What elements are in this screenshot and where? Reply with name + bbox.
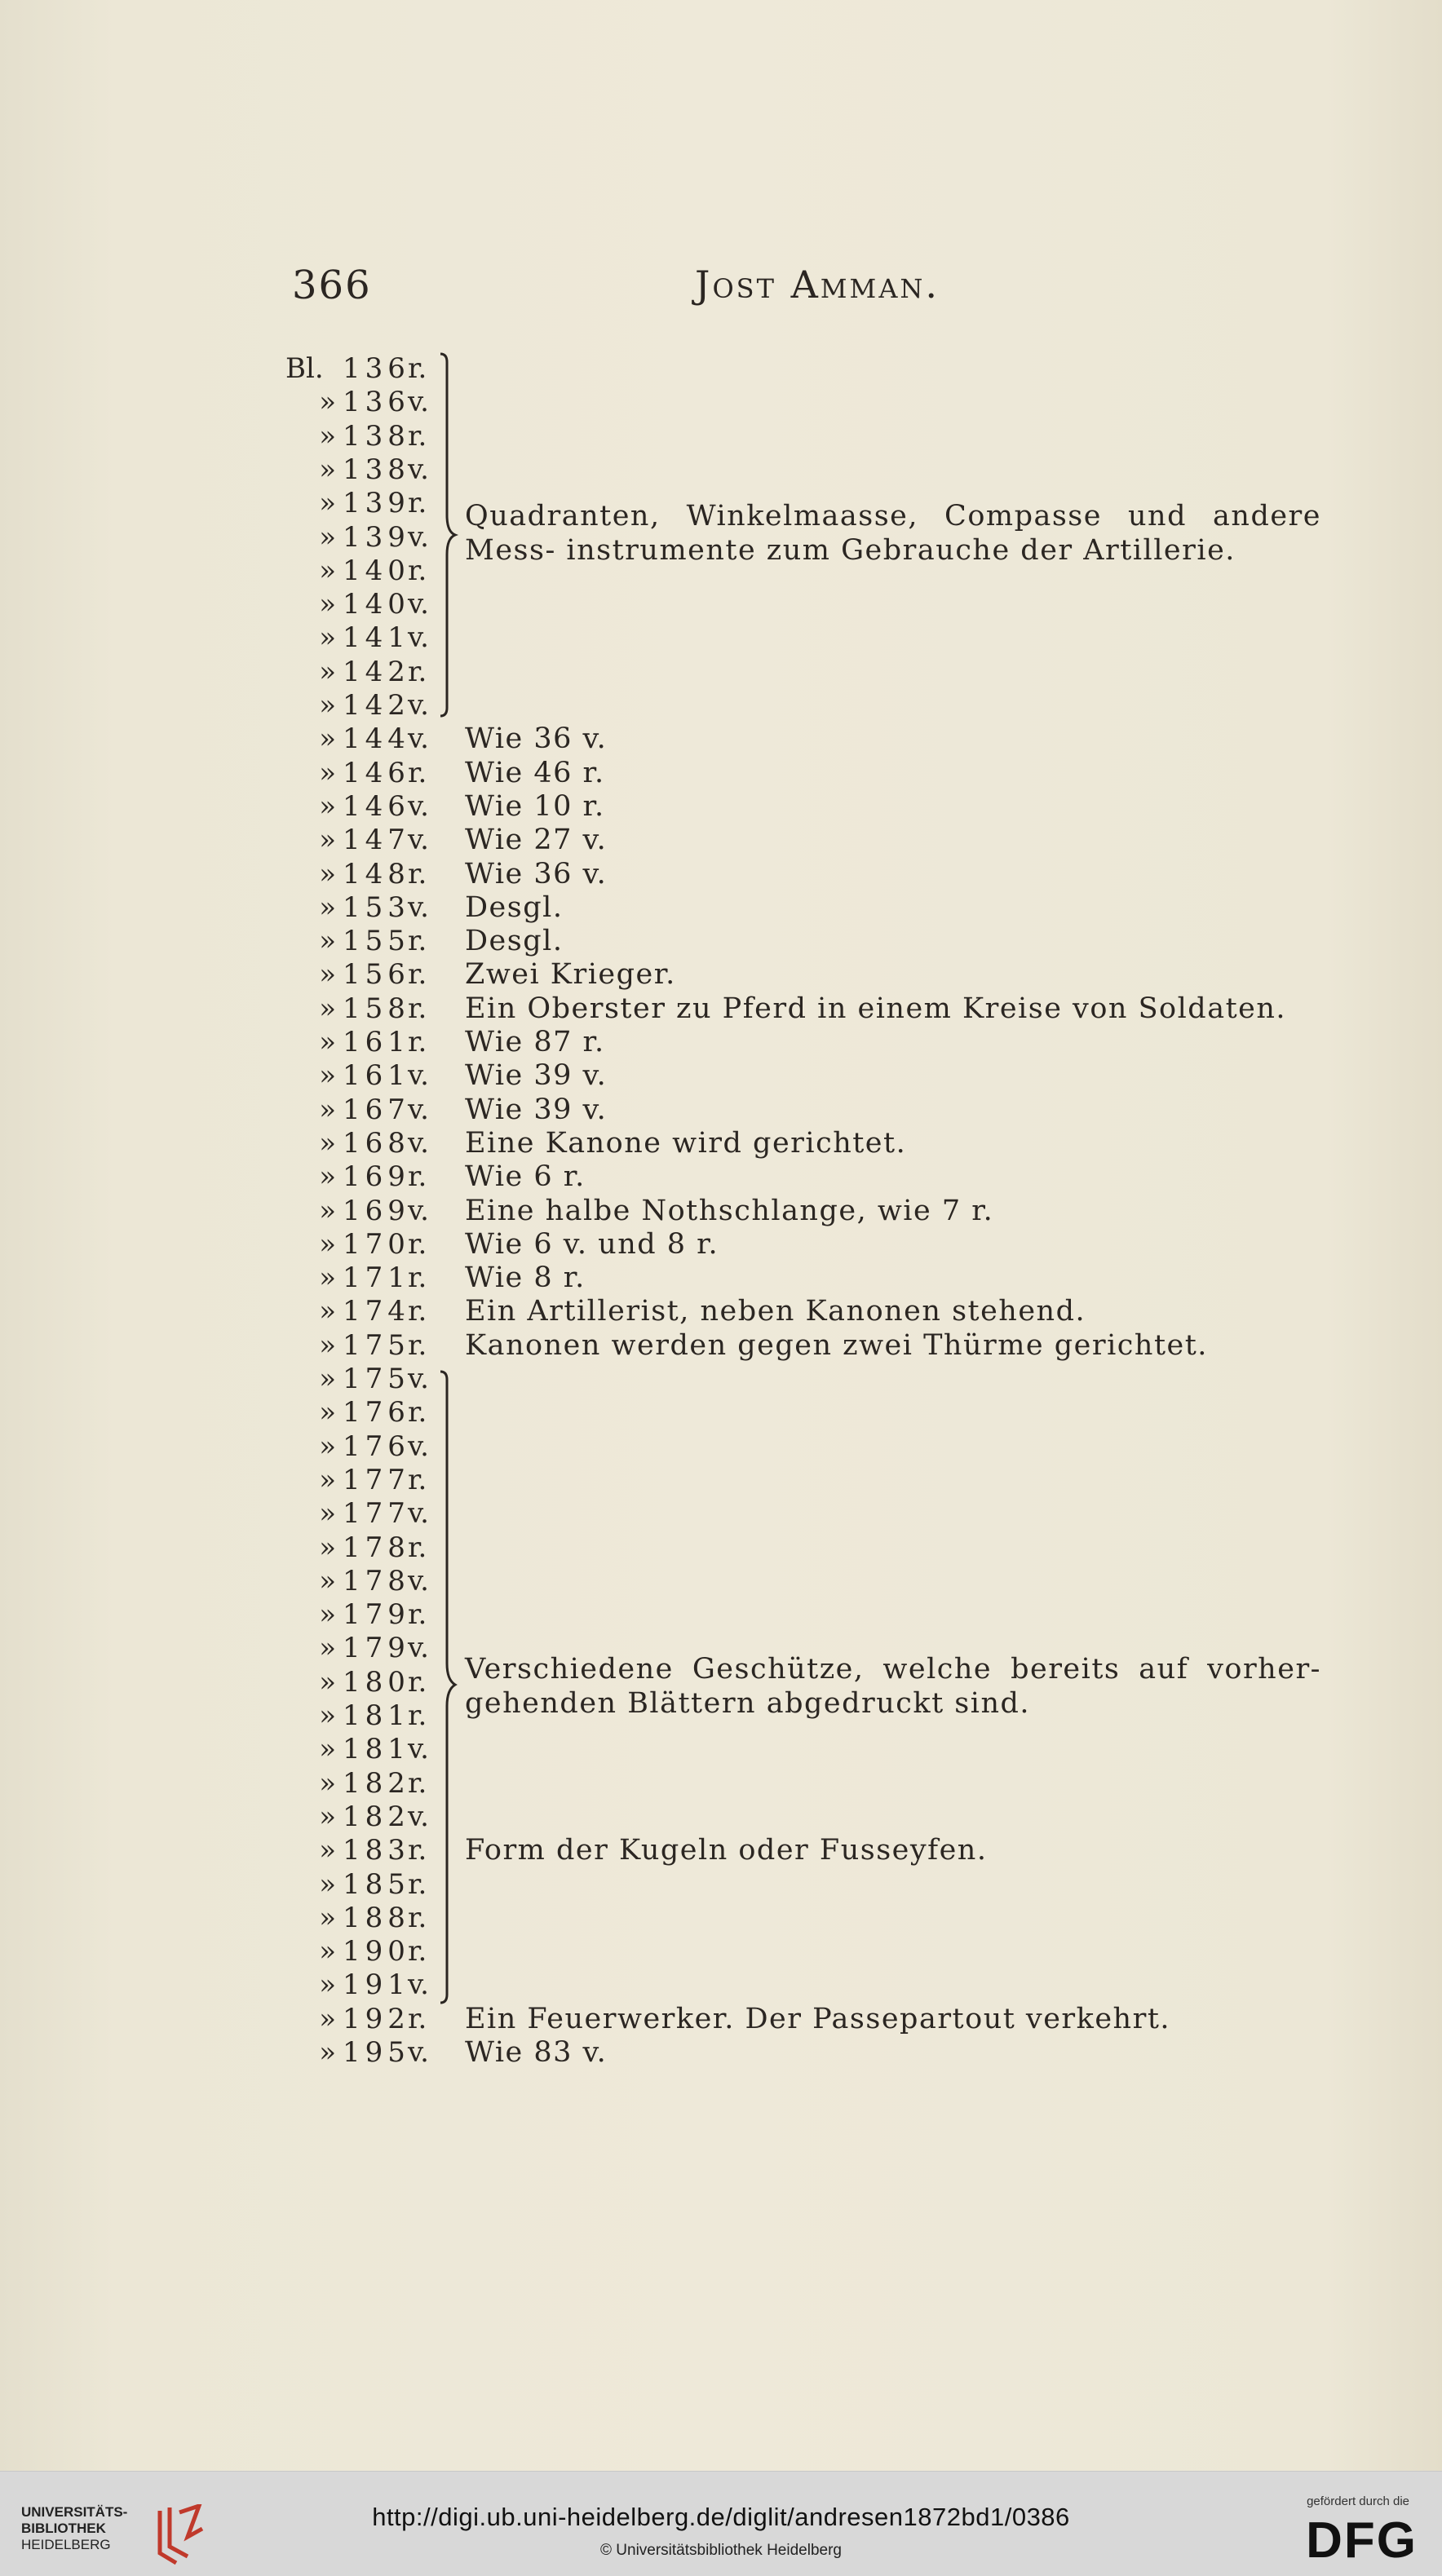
entry-description: Ein Artillerist, neben Kanonen stehend.: [465, 1295, 1086, 1328]
leaf-side: r.: [408, 2003, 427, 2035]
leaf-number: 178: [343, 1565, 410, 1597]
leaf-reference: [285, 824, 447, 856]
entry-row: [0, 1868, 1442, 1901]
leaf-number: 175: [343, 1363, 410, 1395]
leaf-reference: [285, 1094, 447, 1126]
leaf-reference: [285, 891, 447, 924]
leaf-number: 190: [343, 1935, 410, 1968]
leaf-number: 183: [343, 1834, 410, 1867]
leaf-reference: [285, 453, 447, 486]
leaf-number: 191: [343, 1968, 410, 2001]
leaf-side: v.: [408, 588, 429, 621]
leaf-number: 168: [343, 1127, 410, 1160]
entry-row: [0, 1295, 1442, 1328]
leaf-reference: [285, 1430, 447, 1463]
entry-description: Wie 87 r.: [465, 1026, 605, 1058]
entry-row: [0, 1598, 1442, 1631]
leaf-side: r.: [408, 958, 427, 991]
entry-row: [0, 1195, 1442, 1227]
leaf-reference: [285, 992, 447, 1025]
leaf-side: v.: [408, 1363, 429, 1395]
leaf-side: r.: [408, 1160, 427, 1193]
entry-row: [0, 757, 1442, 789]
dfg-logo[interactable]: DFG: [1306, 2512, 1418, 2569]
leaf-number: 177: [343, 1464, 410, 1496]
leaf-side: r.: [408, 1935, 427, 1968]
leaf-prefix: »: [319, 1094, 336, 1126]
entry-row: [0, 2036, 1442, 2069]
entry-row: [0, 1430, 1442, 1463]
leaf-prefix: »: [319, 1195, 336, 1227]
leaf-side: r.: [408, 555, 427, 587]
leaf-prefix: »: [319, 1464, 336, 1496]
leaf-side: r.: [408, 487, 427, 519]
leaf-reference: [285, 1666, 447, 1699]
leaf-side: v.: [408, 1497, 429, 1530]
leaf-number: 147: [343, 824, 410, 856]
leaf-side: v.: [408, 1127, 429, 1160]
leaf-prefix: »: [319, 1396, 336, 1429]
entry-description: Wie 39 v.: [465, 1094, 608, 1126]
leaf-number: 174: [343, 1295, 410, 1328]
entry-row: [0, 1261, 1442, 1294]
leaf-side: r.: [408, 1666, 427, 1699]
leaf-side: r.: [408, 1295, 427, 1328]
leaf-reference: [285, 487, 447, 519]
leaf-reference: [285, 352, 447, 385]
leaf-number: 138: [343, 453, 410, 486]
entry-row: [0, 420, 1442, 453]
leaf-reference: [285, 1531, 447, 1564]
entry-description: Ein Feuerwerker. Der Passepartout verkehrt.: [465, 2003, 1171, 2035]
leaf-prefix: »: [319, 621, 336, 654]
leaf-number: 158: [343, 992, 410, 1025]
entry-description: Wie 6 r.: [465, 1160, 586, 1193]
leaf-reference: [285, 2036, 447, 2069]
leaf-number: 153: [343, 891, 410, 924]
leaf-reference: [285, 2003, 447, 2035]
entry-description: Wie 10 r.: [465, 790, 605, 823]
leaf-side: r.: [408, 858, 427, 890]
leaf-prefix: »: [319, 1228, 336, 1261]
leaf-side: r.: [408, 1902, 427, 1934]
leaf-prefix: »: [319, 689, 336, 722]
leaf-reference: [285, 1968, 447, 2001]
copyright-notice: © Universitätsbibliothek Heidelberg: [600, 2542, 842, 2559]
leaf-number: 139: [343, 487, 410, 519]
leaf-side: v.: [408, 453, 429, 486]
leaf-prefix: »: [319, 1902, 336, 1934]
leaf-reference: [285, 858, 447, 890]
leaf-number: 161: [343, 1026, 410, 1058]
leaf-reference: [285, 1195, 447, 1227]
leaf-reference: [285, 1497, 447, 1530]
leaf-reference: [285, 1902, 447, 1934]
entry-description: Wie 36 v.: [465, 858, 608, 890]
entry-description: Wie 83 v.: [465, 2036, 608, 2069]
leaf-number: 136: [343, 352, 410, 385]
leaf-prefix: »: [319, 588, 336, 621]
entry-row: [0, 790, 1442, 823]
entry-row: [0, 386, 1442, 418]
entry-row: [0, 824, 1442, 856]
entry-description: Eine Kanone wird gerichtet.: [465, 1127, 907, 1160]
entry-description: Desgl.: [465, 891, 564, 924]
leaf-side: v.: [408, 386, 429, 418]
leaf-reference: [285, 925, 447, 957]
leaf-side: r.: [408, 352, 427, 385]
entry-description: Eine halbe Nothschlange, wie 7 r.: [465, 1195, 994, 1227]
leaf-side: v.: [408, 1632, 429, 1664]
leaf-reference: [285, 1261, 447, 1294]
entry-row: [0, 1363, 1442, 1395]
leaf-number: 182: [343, 1801, 410, 1833]
leaf-prefix: »: [319, 453, 336, 486]
leaf-side: v.: [408, 1801, 429, 1833]
page-number: 366: [292, 263, 372, 308]
leaf-side: v.: [408, 1733, 429, 1765]
leaf-prefix: »: [319, 1666, 336, 1699]
leaf-side: v.: [408, 2036, 429, 2069]
leaf-side: v.: [408, 790, 429, 823]
leaf-prefix: »: [319, 757, 336, 789]
entry-row: [0, 1565, 1442, 1597]
entry-description: Wie 39 v.: [465, 1059, 608, 1092]
entry-row: [0, 925, 1442, 957]
leaf-prefix: »: [319, 1026, 336, 1058]
leaf-reference: [285, 1868, 447, 1901]
entry-row: [0, 1464, 1442, 1496]
leaf-reference: [285, 521, 447, 554]
leaf-prefix: »: [319, 487, 336, 519]
entry-row: [0, 1026, 1442, 1058]
leaf-side: r.: [408, 1396, 427, 1429]
leaf-prefix: »: [319, 958, 336, 991]
entry-description: Wie 8 r.: [465, 1261, 586, 1294]
group-2-text: Verschiedene Geschütze, welche bereits auf vorher- gehenden Blättern abgedruckt sind.: [465, 1653, 1321, 1720]
leaf-prefix: »: [319, 790, 336, 823]
entry-description: Kanonen werden gegen zwei Thürme gerichtet.: [465, 1329, 1208, 1362]
leaf-prefix: »: [319, 992, 336, 1025]
entry-row: [0, 1059, 1442, 1092]
entry-row: [0, 656, 1442, 688]
entry-row: [0, 1497, 1442, 1530]
leaf-prefix: »: [319, 521, 336, 554]
leaf-number: 161: [343, 1059, 410, 1092]
leaf-number: 179: [343, 1598, 410, 1631]
leaf-reference: [285, 555, 447, 587]
leaf-number: 148: [343, 858, 410, 890]
leaf-prefix: »: [319, 1834, 336, 1867]
leaf-prefix: »: [319, 1059, 336, 1092]
leaf-side: r.: [408, 925, 427, 957]
leaf-reference: [285, 1329, 447, 1362]
leaf-number: 155: [343, 925, 410, 957]
entry-description: Desgl.: [465, 925, 564, 957]
entry-row: [0, 352, 1442, 385]
leaf-number: 167: [343, 1094, 410, 1126]
running-title: Jost Amman.: [695, 263, 940, 307]
leaf-number: 177: [343, 1497, 410, 1530]
leaf-reference: [285, 386, 447, 418]
leaf-number: 142: [343, 689, 410, 722]
leaf-reference: [285, 1396, 447, 1429]
leaf-side: r.: [408, 1228, 427, 1261]
entry-row: [0, 2003, 1442, 2035]
leaf-number: 195: [343, 2036, 410, 2069]
entry-description: Wie 36 v.: [465, 722, 608, 755]
leaf-number: 179: [343, 1632, 410, 1664]
leaf-reference: [285, 1598, 447, 1631]
leaf-reference: [285, 656, 447, 688]
leaf-prefix: »: [319, 1868, 336, 1901]
leaf-side: v.: [408, 689, 429, 722]
leaf-reference: [285, 1127, 447, 1160]
leaf-prefix: »: [319, 925, 336, 957]
leaf-prefix: »: [319, 1632, 336, 1664]
entry-row: [0, 958, 1442, 991]
leaf-number: 169: [343, 1160, 410, 1193]
leaf-prefix: »: [319, 1699, 336, 1732]
entry-description: Form der Kugeln oder Fusseyfen.: [465, 1834, 988, 1867]
entry-row: [0, 1902, 1442, 1934]
leaf-prefix: »: [319, 656, 336, 688]
leaf-side: r.: [408, 1026, 427, 1058]
leaf-side: v.: [408, 521, 429, 554]
leaf-prefix: »: [319, 722, 336, 755]
entry-description: Ein Oberster zu Pferd in einem Kreise von Soldaten.: [465, 992, 1287, 1025]
leaf-reference: [285, 1228, 447, 1261]
leaf-number: 146: [343, 790, 410, 823]
leaf-number: 176: [343, 1396, 410, 1429]
library-name-line3: HEIDELBERG: [21, 2537, 111, 2552]
entry-row: [0, 858, 1442, 890]
leaf-number: 156: [343, 958, 410, 991]
leaf-prefix: »: [319, 891, 336, 924]
leaf-side: v.: [408, 1968, 429, 2001]
leaf-reference: [285, 1363, 447, 1395]
leaf-number: 175: [343, 1329, 410, 1362]
leaf-prefix: »: [319, 1801, 336, 1833]
leaf-prefix: »: [319, 824, 336, 856]
leaf-number: 169: [343, 1195, 410, 1227]
leaf-number: 146: [343, 757, 410, 789]
leaf-number: 170: [343, 1228, 410, 1261]
entry-row: [0, 992, 1442, 1025]
leaf-reference: [285, 621, 447, 654]
leaf-reference: [285, 689, 447, 722]
leaf-prefix: »: [319, 386, 336, 418]
leaf-prefix: »: [319, 1497, 336, 1530]
leaf-side: r.: [408, 1464, 427, 1496]
leaf-number: 144: [343, 722, 410, 755]
entry-row: [0, 1801, 1442, 1833]
leaf-prefix: »: [319, 420, 336, 453]
leaf-number: 176: [343, 1430, 410, 1463]
entry-row: [0, 621, 1442, 654]
leaf-side: r.: [408, 1699, 427, 1732]
leaf-side: v.: [408, 824, 429, 856]
entry-row: [0, 891, 1442, 924]
leaf-side: v.: [408, 722, 429, 755]
entry-description: Zwei Krieger.: [465, 958, 676, 991]
leaf-reference: [285, 1733, 447, 1765]
entry-row: [0, 1935, 1442, 1968]
entry-row: [0, 1329, 1442, 1362]
entry-description: Wie 46 r.: [465, 757, 605, 789]
leaf-side: v.: [408, 1094, 429, 1126]
leaf-side: r.: [408, 1531, 427, 1564]
leaf-reference: [285, 722, 447, 755]
leaf-reference: [285, 1059, 447, 1092]
entry-row: [0, 1396, 1442, 1429]
leaf-side: v.: [408, 1565, 429, 1597]
leaf-number: 138: [343, 420, 410, 453]
entry-row: [0, 1228, 1442, 1261]
leaf-number: 192: [343, 2003, 410, 2035]
leaf-side: r.: [408, 420, 427, 453]
leaf-prefix: Bl.: [285, 352, 324, 385]
leaf-reference: [285, 757, 447, 789]
leaf-reference: [285, 1767, 447, 1800]
leaf-prefix: »: [319, 2036, 336, 2069]
entry-description: Wie 27 v.: [465, 824, 608, 856]
entry-row: [0, 453, 1442, 486]
leaf-side: r.: [408, 1767, 427, 1800]
library-name-line1: UNIVERSITÄTS-: [21, 2504, 128, 2520]
leaf-prefix: »: [319, 1733, 336, 1765]
leaf-number: 140: [343, 588, 410, 621]
library-name-line2: BIBLIOTHEK: [21, 2521, 106, 2536]
leaf-prefix: »: [319, 1363, 336, 1395]
entry-row: [0, 1968, 1442, 2001]
entry-row: [0, 1767, 1442, 1800]
footer-bar: [0, 2471, 1442, 2576]
leaf-number: 181: [343, 1733, 410, 1765]
leaf-reference: [285, 1026, 447, 1058]
permalink-url[interactable]: http://digi.ub.uni-heidelberg.de/diglit/andresen1872bd1/0386: [372, 2503, 1070, 2531]
leaf-prefix: »: [319, 1295, 336, 1328]
entry-row: [0, 1094, 1442, 1126]
entry-row: [0, 689, 1442, 722]
leaf-reference: [285, 1295, 447, 1328]
leaf-prefix: »: [319, 1430, 336, 1463]
leaf-number: 182: [343, 1767, 410, 1800]
leaf-prefix: »: [319, 1531, 336, 1564]
leaf-number: 185: [343, 1868, 410, 1901]
leaf-prefix: »: [319, 1598, 336, 1631]
leaf-side: r.: [408, 992, 427, 1025]
leaf-side: r.: [408, 1598, 427, 1631]
entry-row: [0, 722, 1442, 755]
leaf-reference: [285, 1699, 447, 1732]
leaf-reference: [285, 420, 447, 453]
entry-description: Wie 6 v. und 8 r.: [465, 1228, 719, 1261]
leaf-reference: [285, 1834, 447, 1867]
leaf-side: v.: [408, 1430, 429, 1463]
leaf-side: v.: [408, 1195, 429, 1227]
leaf-number: 178: [343, 1531, 410, 1564]
leaf-side: r.: [408, 1868, 427, 1901]
leaf-prefix: »: [319, 1968, 336, 2001]
leaf-side: r.: [408, 1329, 427, 1362]
leaf-prefix: »: [319, 555, 336, 587]
leaf-reference: [285, 958, 447, 991]
leaf-number: 171: [343, 1261, 410, 1294]
leaf-prefix: »: [319, 1329, 336, 1362]
leaf-number: 141: [343, 621, 410, 654]
leaf-side: r.: [408, 1261, 427, 1294]
leaf-prefix: »: [319, 1127, 336, 1160]
entry-row: [0, 1834, 1442, 1867]
leaf-side: v.: [408, 891, 429, 924]
leaf-reference: [285, 1160, 447, 1193]
leaf-side: v.: [408, 621, 429, 654]
leaf-reference: [285, 1464, 447, 1496]
leaf-number: 136: [343, 386, 410, 418]
entry-row: [0, 1531, 1442, 1564]
leaf-number: 188: [343, 1902, 410, 1934]
leaf-reference: [285, 790, 447, 823]
leaf-prefix: »: [319, 1935, 336, 1968]
leaf-side: r.: [408, 656, 427, 688]
entry-row: [0, 588, 1442, 621]
group-1-text: Quadranten, Winkelmaasse, Compasse und andere Mess- instrumente zum Gebrauche der Artillerie.: [465, 500, 1321, 567]
leaf-prefix: »: [319, 1767, 336, 1800]
leaf-reference: [285, 1632, 447, 1664]
leaf-prefix: »: [319, 1565, 336, 1597]
leaf-reference: [285, 1801, 447, 1833]
leaf-reference: [285, 1935, 447, 1968]
leaf-reference: [285, 1565, 447, 1597]
leaf-reference: [285, 588, 447, 621]
page-header: [0, 263, 1442, 312]
entry-row: [0, 1160, 1442, 1193]
leaf-prefix: »: [319, 2003, 336, 2035]
leaf-prefix: »: [319, 1261, 336, 1294]
leaf-number: 181: [343, 1699, 410, 1732]
leaf-side: v.: [408, 1059, 429, 1092]
funding-note: gefördert durch die: [1307, 2494, 1409, 2508]
leaf-number: 139: [343, 521, 410, 554]
leaf-side: r.: [408, 757, 427, 789]
leaf-number: 142: [343, 656, 410, 688]
leaf-prefix: »: [319, 858, 336, 890]
entry-row: [0, 1733, 1442, 1765]
entry-row: [0, 1127, 1442, 1160]
leaf-prefix: »: [319, 1160, 336, 1193]
leaf-number: 140: [343, 555, 410, 587]
leaf-side: r.: [408, 1834, 427, 1867]
leaf-number: 180: [343, 1666, 410, 1699]
